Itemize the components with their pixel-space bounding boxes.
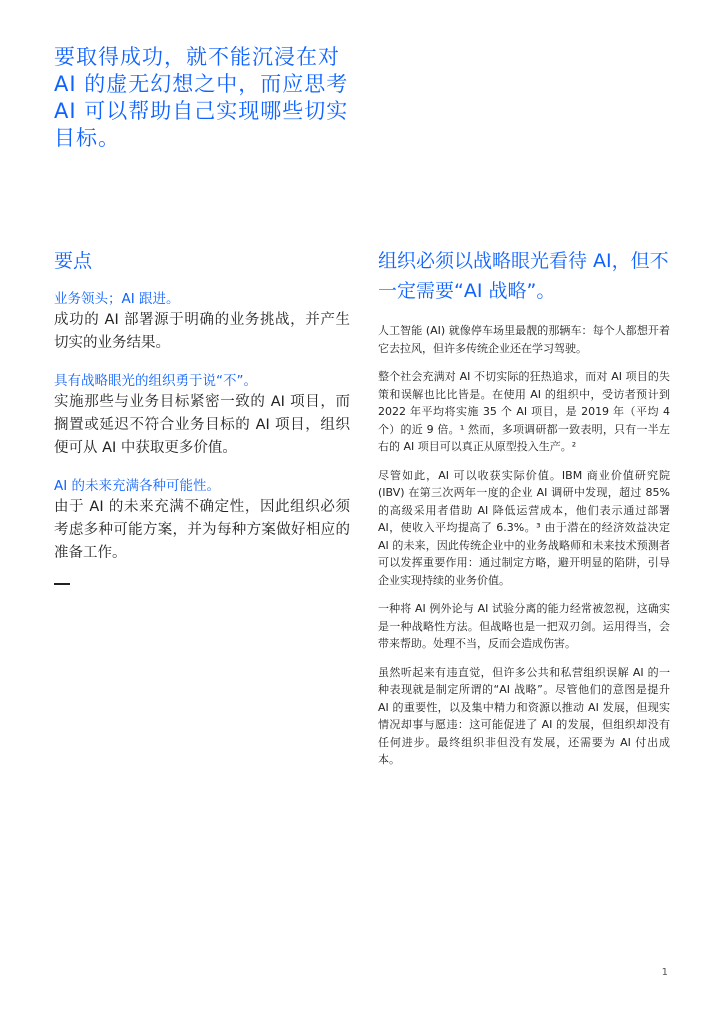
article-paragraph: 虽然听起来有违直觉，但许多公共和私营组织误解 AI 的一种表现就是制定所谓的“AI 战略”。尽管他们的意图是提升 AI 的重要性，以及集中精力和资源以推动 AI 发展，但现实情况却事与愿违：这可能促进了 AI 的发展，但组织却没有任何进步。最终组织非但没有发展，还需要为 AI 付出成本。 bbox=[378, 665, 670, 766]
key-point-heading: 业务领头；AI 跟进。 bbox=[54, 291, 180, 307]
key-point-heading: 具有战略眼光的组织勇于说“不”。 bbox=[54, 373, 257, 389]
key-points-section bbox=[54, 246, 350, 585]
article-paragraph: 整个社会充满对 AI 不切实际的狂热追求，而对 AI 项目的失策和误解也比比皆是。在使用 AI 的组织中，受访者预计到 2022 年平均将实施 35 个 AI 项目，是 2019 年（平均 4 个）的近 9 倍。¹ 然而，多项调研都一致表明，只有一半左右的 AI 项目可以真正从原型投入生产。² bbox=[378, 370, 670, 453]
key-point-body: 成功的 AI 部署源于明确的业务挑战，并产生切实的业务结果。 bbox=[54, 312, 350, 351]
article-section bbox=[378, 246, 670, 780]
intro-statement: 要取得成功，就不能沉浸在对 AI 的虚无幻想之中，而应思考 AI 可以帮助自己实现哪些切实目标。 bbox=[54, 45, 349, 150]
key-point-body: 由于 AI 的未来充满不确定性，因此组织必须考虑多种可能方案，并为每种方案做好相应的准备工作。 bbox=[54, 499, 350, 561]
article-paragraph: 一种将 AI 例外论与 AI 试验分离的能力经常被忽视，这确实是一种战略性方法。但战略也是一把双刃剑。运用得当，会带来帮助。处理不当，反而会造成伤害。 bbox=[378, 602, 670, 650]
article-paragraph: 尽管如此，AI 可以收获实际价值。IBM 商业价值研究院 (IBV) 在第三次两年一度的企业 AI 调研中发现，超过 85% 的高级采用者借助 AI 降低运营成本，他们表示通过部署 AI，使收入平均提高了 6.3%。³ 由于潜在的经济效益决定 AI 的未来，因此传统企业中的业务战略师和未来技术预测者可以发挥重要作用：通过制定方略，避开明显的陷阱，引导企业实现持续的业务价值。 bbox=[378, 468, 670, 587]
key-points-title: 要点 bbox=[54, 250, 93, 272]
page-number: 1 bbox=[661, 967, 668, 978]
section-divider bbox=[54, 583, 70, 585]
key-point-heading: AI 的未来充满各种可能性。 bbox=[54, 478, 221, 494]
article-paragraph: 人工智能 (AI) 就像停车场里最靓的那辆车：每个人都想开着它去拉风，但许多传统企业还在学习驾驶。 bbox=[378, 324, 670, 355]
article-title: 组织必须以战略眼光看待 AI，但不一定需要“AI 战略”。 bbox=[378, 250, 669, 302]
key-point-body: 实施那些与业务目标紧密一致的 AI 项目，而搁置或延迟不符合业务目标的 AI 项目，组织便可从 AI 中获取更多价值。 bbox=[54, 394, 350, 456]
